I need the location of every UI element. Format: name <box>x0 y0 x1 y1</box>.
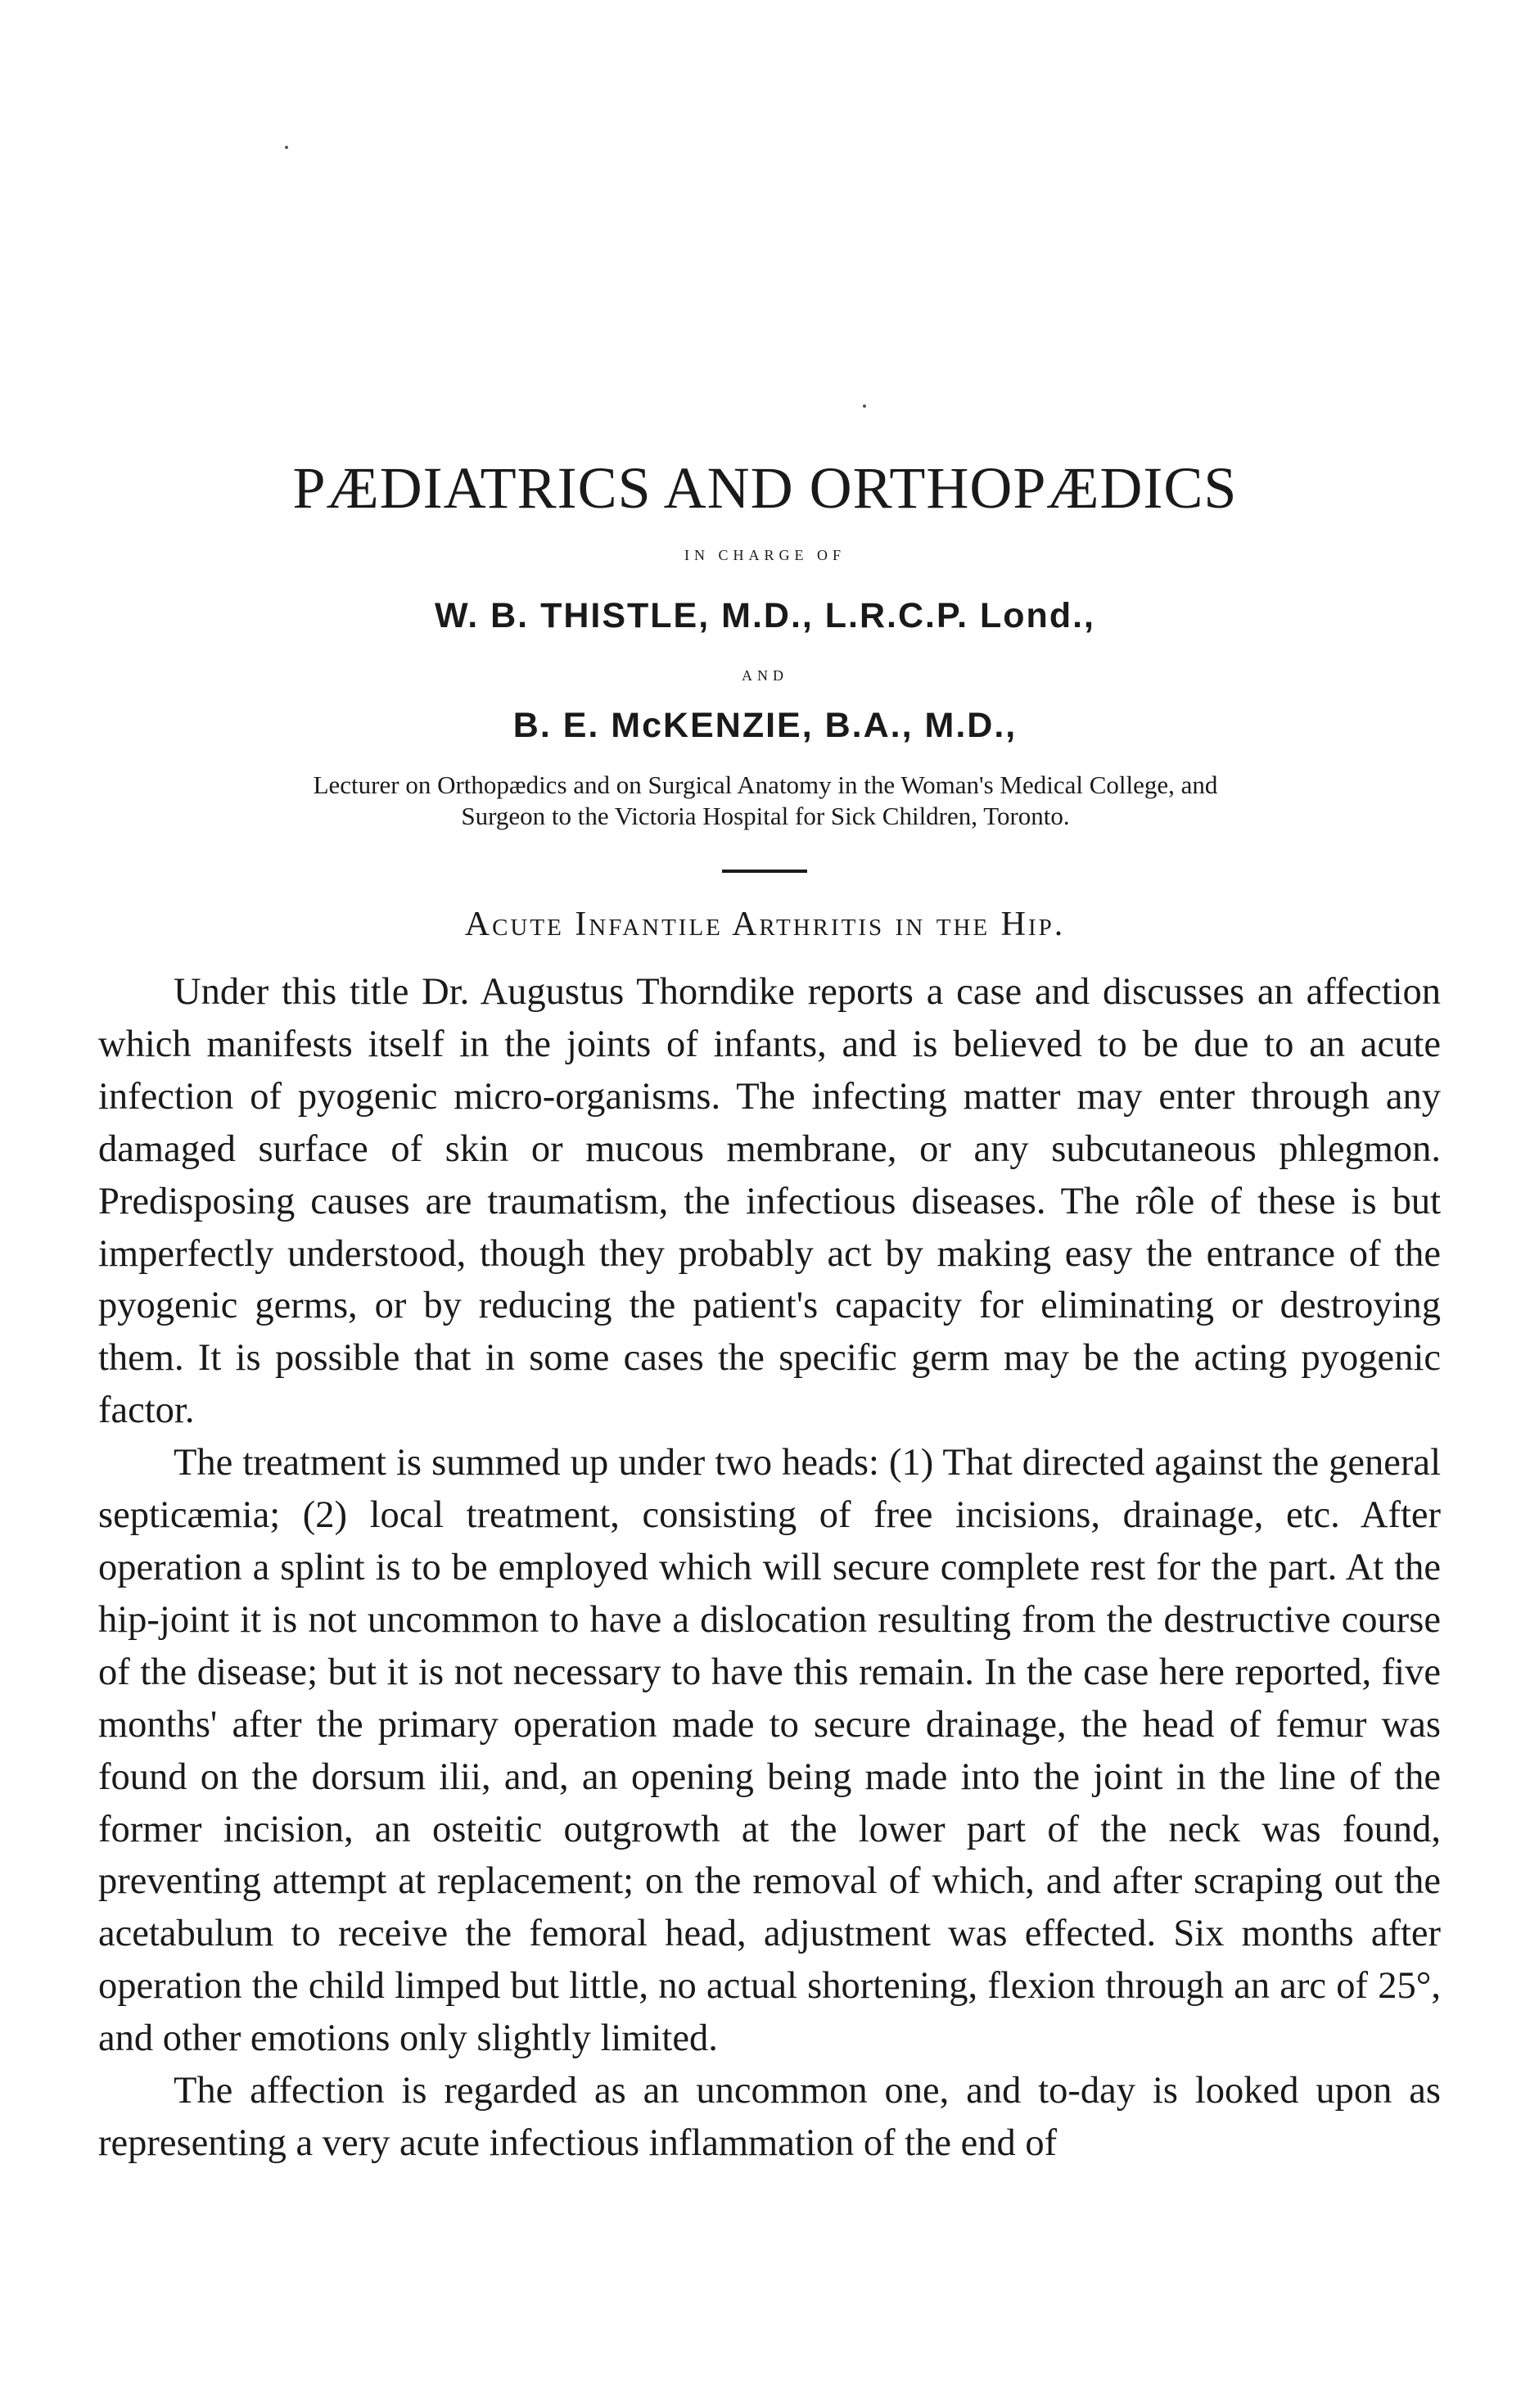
section-title: PÆDIATRICS AND ORTHOPÆDICS <box>292 455 1238 521</box>
stray-mark <box>285 146 288 149</box>
in-charge-label: IN CHARGE OF <box>684 547 846 563</box>
editor-name-thistle: W. B. THISTLE, M.D., L.R.C.P. Lond., <box>435 596 1095 635</box>
credentials-line-2: Surgeon to the Victoria Hospital for Sick Children, Toronto. <box>461 802 1070 830</box>
editor-name-mckenzie: B. E. McKENZIE, B.A., M.D., <box>512 706 1018 745</box>
section-divider <box>722 870 807 873</box>
article-title: Acute Infantile Arthritis in the Hip. <box>464 906 1066 943</box>
paragraph-treatment: The treatment is summed up under two heads: (1) That directed against the general septicæmia; (2) local treatment, consisting of free incisions, drainage, etc. After operation a splint is to be employed which will secure complete rest for the part. At the hip-joint it is not uncommon to have a dislocation resulting from the destructive course of the disease; but it is not necessary to have this remain. In the case here reported, five months' after the primary operation made to secure drainage, the head of femur was found on the dorsum ilii, and, an opening being made into the joint in the line of the former incision, an osteitic outgrowth at the lower part of the neck was found, preventing attempt at replacement; on the removal of which, and after scraping out the acetabulum to receive the femoral head, adjustment was effected. Six months after operation the child limped but little, no actual shortening, flexion through an arc of 25°, and other emotions only slightly limited. <box>98 1442 1441 2060</box>
paragraph-causes: Under this title Dr. Augustus Thorndike reports a case and discusses an affection which manifests itself in the joints of infants, and is believed to be due to an acute infection of pyogenic micro-organisms. The infecting matter may enter through any damaged surface of skin or mucous membrane, or any subcutaneous phlegmon. Predisposing causes are traumatism, the infectious diseases. The rôle of these is but imperfectly understood, though they probably act by making easy the entrance of the pyogenic germs, or by reducing the patient's capacity for eliminating or destroying them. It is possible that in some cases the specific germ may be the acting pyogenic factor. <box>98 971 1441 1432</box>
article-body <box>98 966 1441 2170</box>
credentials-line-1: Lecturer on Orthopædics and on Surgical Anatomy in the Woman's Medical College, and <box>313 770 1218 799</box>
and-separator: AND <box>742 667 788 684</box>
stray-mark <box>863 404 866 408</box>
editor-credentials <box>123 770 1408 832</box>
paragraph-affection: The affection is regarded as an uncommon one, and to-day is looked upon as representing a very acute infectious inflammation of the end of <box>98 2070 1441 2164</box>
